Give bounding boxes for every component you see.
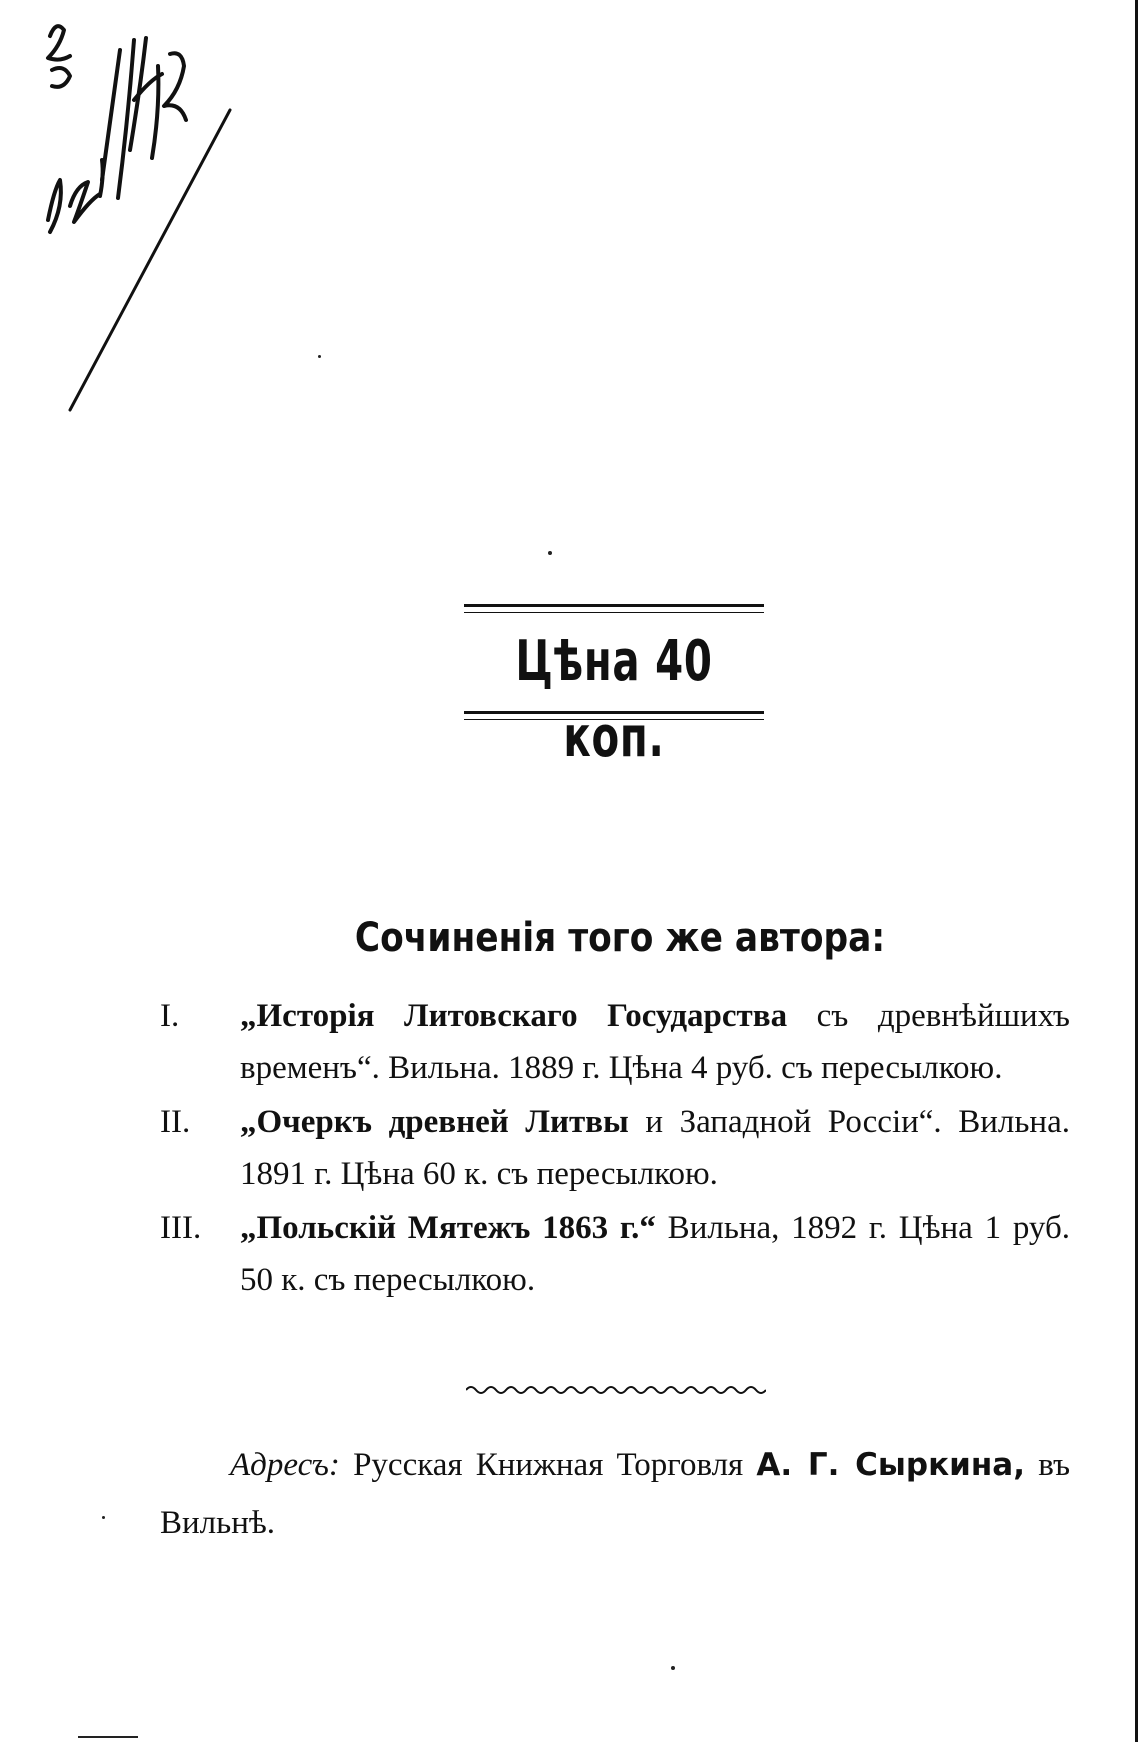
print-mark xyxy=(78,1736,138,1738)
print-speck xyxy=(318,355,321,358)
work-item xyxy=(160,1096,1070,1200)
work-number: III. xyxy=(160,1210,202,1246)
work-details: съ древнѣйшихъ временъ“. Вильна. 1889 г. Цѣна 4 руб. съ пересылкою. xyxy=(240,998,1070,1086)
work-item xyxy=(160,1202,1070,1306)
page-edge-line xyxy=(1135,0,1138,1742)
work-number: I. xyxy=(160,998,180,1034)
price-box xyxy=(464,604,764,770)
address-block xyxy=(160,1436,1070,1552)
work-title: „Очеркъ древней Литвы xyxy=(240,1104,629,1140)
work-entry xyxy=(240,1096,1070,1200)
work-title: „Польскій Мятежъ 1863 г.“ xyxy=(240,1210,656,1246)
print-speck xyxy=(102,1516,105,1519)
work-title: „Исторія Литовскаго Государства xyxy=(240,998,788,1034)
work-item xyxy=(160,990,1070,1094)
address-text-after: въ Вильнѣ. xyxy=(160,1447,1071,1541)
price-text: Цѣна 40 коп. xyxy=(515,629,713,770)
address-text-before: Русская Книжная Торговля xyxy=(339,1447,757,1483)
work-details: Вильна, 1892 г. Цѣна 1 руб. 50 к. съ пересылкою. xyxy=(240,1210,1070,1298)
print-speck xyxy=(671,1666,675,1670)
work-entry xyxy=(240,1202,1070,1306)
work-entry xyxy=(240,990,1070,1094)
works-heading: Сочиненія того же автора: xyxy=(354,915,886,961)
print-speck xyxy=(548,551,552,555)
price-rule-bottom xyxy=(464,711,764,720)
address-label: Адресъ: xyxy=(230,1447,340,1483)
wavy-divider xyxy=(466,1382,766,1398)
work-number: II. xyxy=(160,1104,191,1140)
address-bookseller-name: А. Г. Сыркина, xyxy=(756,1447,1026,1483)
price-rule-top xyxy=(464,604,764,613)
works-list xyxy=(160,990,1070,1308)
handwritten-library-mark xyxy=(30,10,250,460)
work-details: и Западной Россіи“. Вильна. 1891 г. Цѣна 60 к. съ пересылкою. xyxy=(240,1104,1070,1192)
